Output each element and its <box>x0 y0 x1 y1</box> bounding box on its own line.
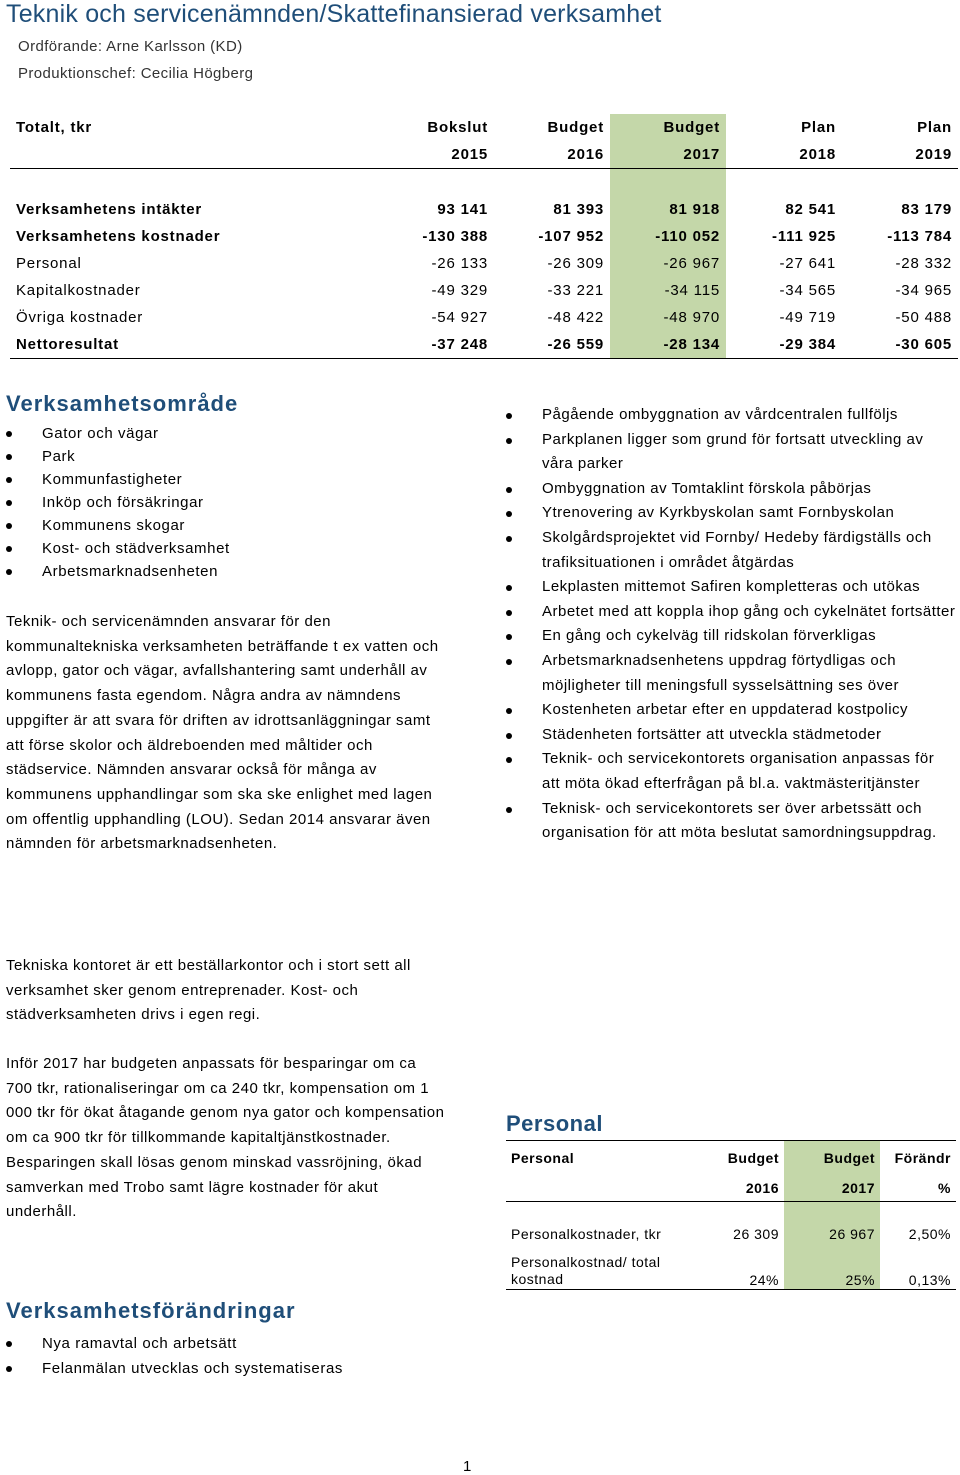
table-year-row <box>10 141 958 169</box>
area-heading: Verksamhetsområde <box>6 391 239 416</box>
area-list <box>6 422 230 583</box>
cell: -48 970 <box>610 304 726 331</box>
page-title: Teknik och servicenämnden/Skattefinansierad verksamhet <box>6 0 662 28</box>
cell: 82 541 <box>785 201 836 218</box>
list-item: Arbetsmarknadsenheten <box>6 560 230 583</box>
chair-line: Ordförande: Arne Karlsson (KD) <box>18 38 243 55</box>
table-row <box>10 250 958 277</box>
cell: -50 488 <box>895 309 952 326</box>
cell: -34 115 <box>610 277 726 304</box>
changes-list <box>6 1332 343 1381</box>
cell: -111 925 <box>772 228 836 245</box>
cell: -33 221 <box>547 282 604 299</box>
cell: -26 967 <box>610 250 726 277</box>
list-item: Inköp och försäkringar <box>6 491 230 514</box>
body-paragraph: Teknik- och servicenämnden ansvarar för den kommunaltekniska verksamheten beträffande t ex vatten och avlopp, gator och vägar, avfallshantering samt underhåll av kommunens fasta egendom. Några andra av nämndens uppgifter är att svara för driften av idrottsanläggningar samt att förse skolor och äldreboenden med måltider och städservice. Nämnden ansvarar också för många av kommunens upphandlingar som ska ske enlighet med lagen om offentlig upphandling (LOU). Sedan 2014 ansvarar även nämnden för arbetsmarknadsenheten. <box>6 613 439 853</box>
table-row <box>506 1222 956 1246</box>
bullet-icon <box>6 500 12 506</box>
bullet-icon <box>506 536 512 542</box>
cell: 93 141 <box>437 201 488 218</box>
cell: -34 965 <box>895 282 952 299</box>
page-number: 1 <box>463 1458 472 1475</box>
table-header-row <box>10 114 958 141</box>
header-cell: Budget <box>696 1141 784 1175</box>
cell: 81 393 <box>553 201 604 218</box>
body-paragraph: Tekniska kontoret är ett beställarkontor och i stort sett all verksamhet sker genom entreprenader. Kost- och städverksamheten drivs i egen regi. <box>6 957 411 1024</box>
list-item: Städenheten fortsätter att utveckla städmetoder <box>506 723 956 748</box>
list-item: Teknik- och servicekontorets organisation anpassas för att möta ökad efterfrågan på bl.a. vaktmästeritjänster <box>506 747 956 796</box>
bullet-icon <box>6 431 12 437</box>
header-cell: 2017 <box>784 1175 880 1202</box>
cell: -110 052 <box>610 223 726 250</box>
cell: -26 559 <box>494 331 610 359</box>
list-item: Ombyggnation av Tomtaklint förskola påbörjas <box>506 477 956 502</box>
list-item: Gator och vägar <box>6 422 230 445</box>
changes-heading: Verksamhetsförändringar <box>6 1298 296 1323</box>
bullet-icon <box>6 569 12 575</box>
list-item: Kommunens skogar <box>6 514 230 537</box>
row-label: Personalkostnad/ total kostnad <box>506 1246 696 1290</box>
table-row <box>10 277 958 304</box>
cell: -107 952 <box>538 228 604 245</box>
cell: -37 248 <box>378 331 494 359</box>
col-type: Plan <box>917 119 952 136</box>
cell: -28 332 <box>895 255 952 272</box>
col-year: 2016 <box>494 141 610 169</box>
table-row <box>10 304 958 331</box>
table-label: Totalt, tkr <box>16 119 93 136</box>
list-item: Lekplasten mittemot Safiren kompletteras och utökas <box>506 575 956 600</box>
list-item: Teknisk- och servicekontorets ser över arbetssätt och organisation för att möta beslutat samordningsuppdrag. <box>506 797 956 846</box>
bullet-icon <box>506 733 512 739</box>
cell: 24% <box>696 1246 784 1290</box>
col-type: Bokslut <box>427 119 488 136</box>
bullet-icon <box>506 634 512 640</box>
bullet-icon <box>506 511 512 517</box>
row-label: Kapitalkostnader <box>16 282 141 299</box>
cell: -49 329 <box>431 282 488 299</box>
header-cell: Budget <box>784 1141 880 1175</box>
cell: -29 384 <box>726 331 842 359</box>
bullet-icon <box>506 487 512 493</box>
financial-table <box>10 114 958 359</box>
col-year: 2019 <box>842 141 958 169</box>
chief-line: Produktionschef: Cecilia Högberg <box>18 65 254 82</box>
bullet-icon <box>506 610 512 616</box>
cell: -49 719 <box>779 309 836 326</box>
body-paragraph: Inför 2017 har budgeten anpassats för besparingar om ca 700 tkr, rationaliseringar om ca 240 tkr, kompensation om 1 000 tkr för ökat åtagande genom nya gator och kompensation om ca 900 tkr för tillkommande kapitaltjänstkostnader. Besparingen skall lösas genom minskad vassröjning, ökad samverkan med Trobo samt lägre kostnader för akut underhåll. <box>6 1055 445 1221</box>
col-type: Plan <box>801 119 836 136</box>
list-item: Nya ramavtal och arbetsätt <box>6 1332 343 1357</box>
header-cell: Personal <box>506 1141 696 1175</box>
list-item: Arbetsmarknadsenhetens uppdrag förtydligas och möjligheter till meningsfull sysselsättning ses över <box>506 649 956 698</box>
cell: -30 605 <box>842 331 958 359</box>
cell: 26 309 <box>733 1225 779 1242</box>
cell: -54 927 <box>431 309 488 326</box>
header-cell: 2016 <box>696 1175 784 1202</box>
list-item: Kostenheten arbetar efter en uppdaterad kostpolicy <box>506 698 956 723</box>
bullet-icon <box>506 757 512 763</box>
personal-heading: Personal <box>506 1111 603 1136</box>
row-label: Verksamhetens intäkter <box>16 201 203 218</box>
table-header-row <box>506 1141 956 1175</box>
cell: -34 565 <box>779 282 836 299</box>
list-item: En gång och cykelväg till ridskolan förverkligas <box>506 624 956 649</box>
cell: 26 967 <box>784 1222 880 1246</box>
list-item: Felanmälan utvecklas och systematiseras <box>6 1357 343 1382</box>
table-row <box>10 196 958 223</box>
list-item: Ytrenovering av Kyrkbyskolan samt Fornbyskolan <box>506 501 956 526</box>
header-cell: Förändr <box>880 1141 956 1175</box>
col-type: Budget <box>547 119 604 136</box>
cell: -48 422 <box>547 309 604 326</box>
cell: -28 134 <box>610 331 726 359</box>
list-item: Kommunfastigheter <box>6 468 230 491</box>
list-item: Kost- och städverksamhet <box>6 537 230 560</box>
bullet-icon <box>506 585 512 591</box>
cell: -130 388 <box>422 228 488 245</box>
col-year: 2017 <box>610 141 726 169</box>
cell: -26 309 <box>547 255 604 272</box>
col-year: 2018 <box>726 141 842 169</box>
bullet-icon <box>6 477 12 483</box>
bullet-icon <box>6 454 12 460</box>
cell: 25% <box>784 1246 880 1290</box>
bullet-icon <box>506 807 512 813</box>
row-label: Personalkostnader, tkr <box>511 1225 662 1242</box>
cell: 0,13% <box>880 1246 956 1290</box>
col-year: 2015 <box>378 141 494 169</box>
cell: 2,50% <box>908 1225 951 1242</box>
bullet-icon <box>6 523 12 529</box>
cell: -27 641 <box>779 255 836 272</box>
personal-table <box>506 1140 956 1290</box>
row-label: Verksamhetens kostnader <box>16 228 221 245</box>
cell: -113 784 <box>887 228 952 245</box>
cell: 83 179 <box>901 201 952 218</box>
right-bullet-list <box>506 403 956 846</box>
bullet-icon <box>6 1366 12 1372</box>
list-item: Park <box>6 445 230 468</box>
bullet-icon <box>506 413 512 419</box>
bullet-icon <box>6 546 12 552</box>
row-label: Nettoresultat <box>10 331 378 359</box>
row-label: Personal <box>16 255 82 272</box>
list-item: Skolgårdsprojektet vid Fornby/ Hedeby färdigställs och trafiksituationen i området åtgärdas <box>506 526 956 575</box>
table-row <box>10 223 958 250</box>
header-cell: % <box>880 1175 956 1202</box>
list-item: Pågående ombyggnation av vårdcentralen fullföljs <box>506 403 956 428</box>
cell: -26 133 <box>431 255 488 272</box>
bullet-icon <box>506 708 512 714</box>
row-label: Övriga kostnader <box>16 309 144 326</box>
list-item: Parkplanen ligger som grund för fortsatt utveckling av våra parker <box>506 428 956 477</box>
table-year-row <box>506 1175 956 1202</box>
list-item: Arbetet med att koppla ihop gång och cykelnätet fortsätter <box>506 600 956 625</box>
bullet-icon <box>506 438 512 444</box>
header-cell <box>506 1175 696 1202</box>
bullet-icon <box>6 1341 12 1347</box>
cell: 81 918 <box>610 196 726 223</box>
table-row-total <box>10 331 958 359</box>
col-type: Budget <box>610 114 726 141</box>
bullet-icon <box>506 659 512 665</box>
table-row <box>506 1246 956 1290</box>
